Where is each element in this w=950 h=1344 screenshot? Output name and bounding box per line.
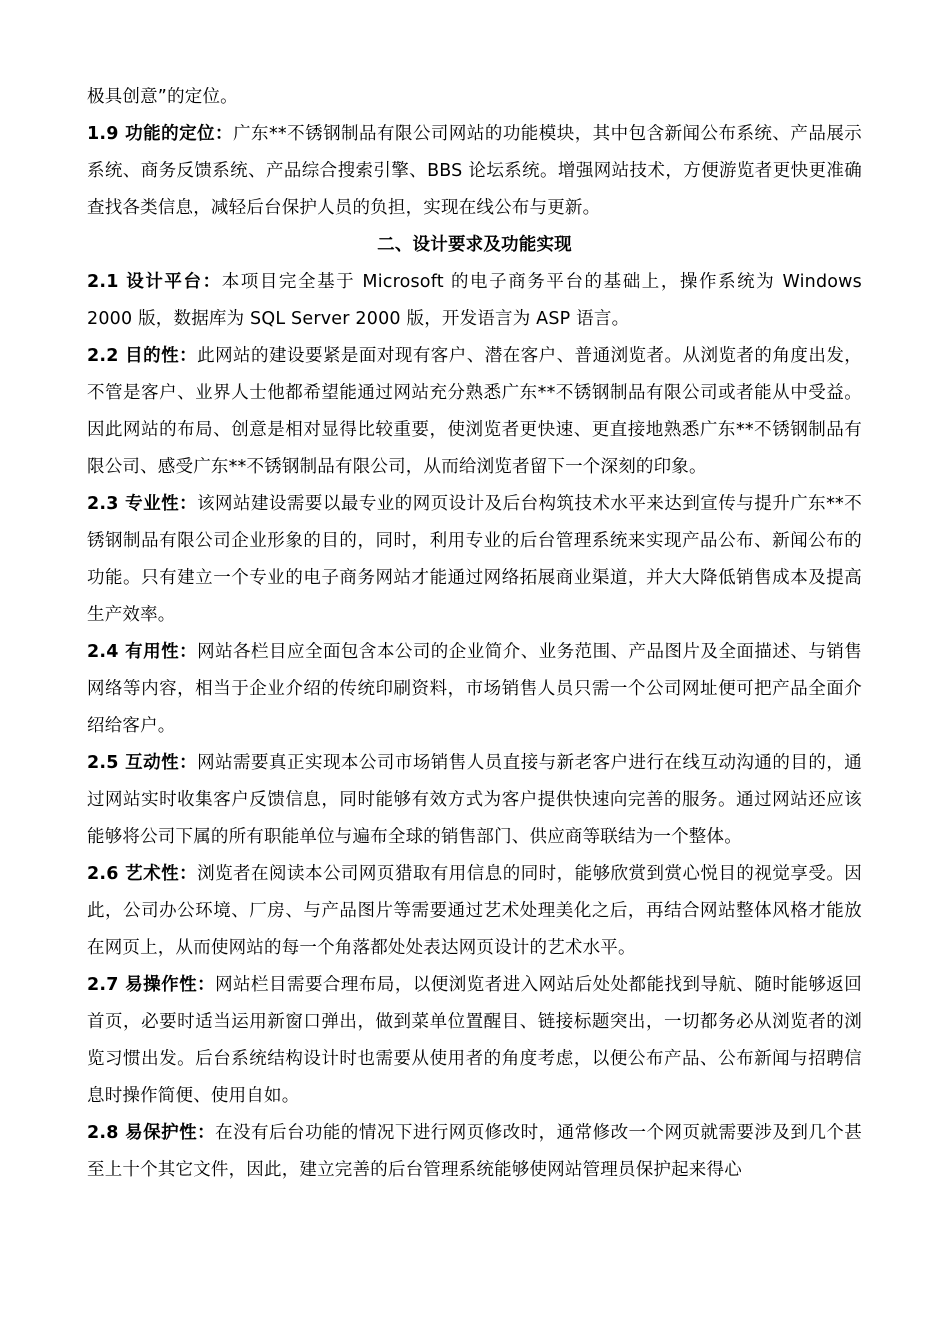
section-body-2-3: 该网站建设需要以最专业的网页设计及后台构筑技术水平来达到宣传与提升广东**不锈钢制品有限公司企业形象的目的，同时，利用专业的后台管理系统来实现产品公布、新闻公布的功能。只有建立一个专业的电子商务网站才能通过网络拓展商业渠道，并大大降低销售成本及提高生产效率。 bbox=[87, 494, 862, 625]
section-body-2-6: 浏览者在阅读本公司网页猎取有用信息的同时，能够欣赏到赏心悦目的视觉享受。因此，公司办公环境、厂房、与产品图片等需要通过艺术处理美化之后，再结合网站整体风格才能放在网页上，从而使网站的每一个角落都处处表达网页设计的艺术水平。 bbox=[87, 864, 862, 958]
section-body-2-1: 本项目完全基于 Microsoft 的电子商务平台的基础上，操作系统为 Windows 2000 版，数据库为 SQL Server 2000 版，开发语言为 ASP 语言。 bbox=[87, 272, 862, 329]
paragraph-intro-tail bbox=[87, 79, 862, 116]
paragraph-2-1-design-platform bbox=[87, 264, 862, 338]
section-body-2-2: 此网站的建设要紧是面对现有客户、潜在客户、普通浏览者。从浏览者的角度出发，不管是客户、业界人士他都希望能通过网站充分熟悉广东**不锈钢制品有限公司或者能从中受益。因此网站的布局、创意是相对显得比较重要，使浏览者更快速、更直接地熟悉广东**不锈钢制品有限公司、感受广东**不锈钢制品有限公司，从而给浏览者留下一个深刻的印象。 bbox=[87, 346, 862, 477]
section-heading-2-6: 2.6 艺术性： bbox=[87, 864, 198, 884]
paragraph-text: 极具创意”的定位。 bbox=[87, 87, 238, 107]
section-heading-1-9: 1.9 功能的定位： bbox=[87, 124, 234, 144]
section-heading-2-2: 2.2 目的性： bbox=[87, 346, 198, 366]
section-body-2-8: 在没有后台功能的情况下进行网页修改时，通常修改一个网页就需要涉及到几个甚至上十个其它文件，因此，建立完善的后台管理系统能够使网站管理员保护起来得心 bbox=[87, 1123, 862, 1180]
paragraph-2-3-professionalism bbox=[87, 486, 862, 634]
section-heading-2-4: 2.4 有用性： bbox=[87, 642, 198, 662]
document-body bbox=[87, 79, 862, 1189]
paragraph-2-8-maintainability bbox=[87, 1115, 862, 1189]
section-heading-2-7: 2.7 易操作性： bbox=[87, 975, 216, 995]
paragraph-1-9-function-positioning bbox=[87, 116, 862, 227]
section-heading-2-3: 2.3 专业性： bbox=[87, 494, 198, 514]
paragraph-2-6-artistry bbox=[87, 856, 862, 967]
paragraph-2-5-interactivity bbox=[87, 745, 862, 856]
paragraph-2-7-ease-of-use bbox=[87, 967, 862, 1115]
section-heading-2-5: 2.5 互动性： bbox=[87, 753, 198, 773]
paragraph-2-2-purpose bbox=[87, 338, 862, 486]
section-body-2-4: 网站各栏目应全面包含本公司的企业简介、业务范围、产品图片及全面描述、与销售网络等内容，相当于企业介绍的传统印刷资料，市场销售人员只需一个公司网址便可把产品全面介绍给客户。 bbox=[87, 642, 862, 736]
section-heading-2-1: 2.1 设计平台： bbox=[87, 272, 222, 292]
paragraph-2-4-usefulness bbox=[87, 634, 862, 745]
section-body-2-7: 网站栏目需要合理布局，以便浏览者进入网站后处处都能找到导航、随时能够返回首页，必要时适当运用新窗口弹出，做到菜单位置醒目、链接标题突出，一切都务必从浏览者的浏览习惯出发。后台系统结构设计时也需要从使用者的角度考虑，以便公布产品、公布新闻与招聘信息时操作简便、使用自如。 bbox=[87, 975, 862, 1106]
section-body-1-9: 广东**不锈钢制品有限公司网站的功能模块，其中包含新闻公布系统、产品展示系统、商务反馈系统、产品综合搜索引擎、BBS 论坛系统。增强网站技术，方便游览者更快更准确查找各类信息，减轻后台保护人员的负担，实现在线公布与更新。 bbox=[87, 124, 863, 218]
chapter-title: 二、设计要求及功能实现 bbox=[377, 235, 572, 255]
section-body-2-5: 网站需要真正实现本公司市场销售人员直接与新老客户进行在线互动沟通的目的，通过网站实时收集客户反馈信息，同时能够有效方式为客户提供快速向完善的服务。通过网站还应该能够将公司下属的所有职能单位与遍布全球的销售部门、供应商等联结为一个整体。 bbox=[87, 753, 862, 847]
section-heading-2-8: 2.8 易保护性： bbox=[87, 1123, 216, 1143]
